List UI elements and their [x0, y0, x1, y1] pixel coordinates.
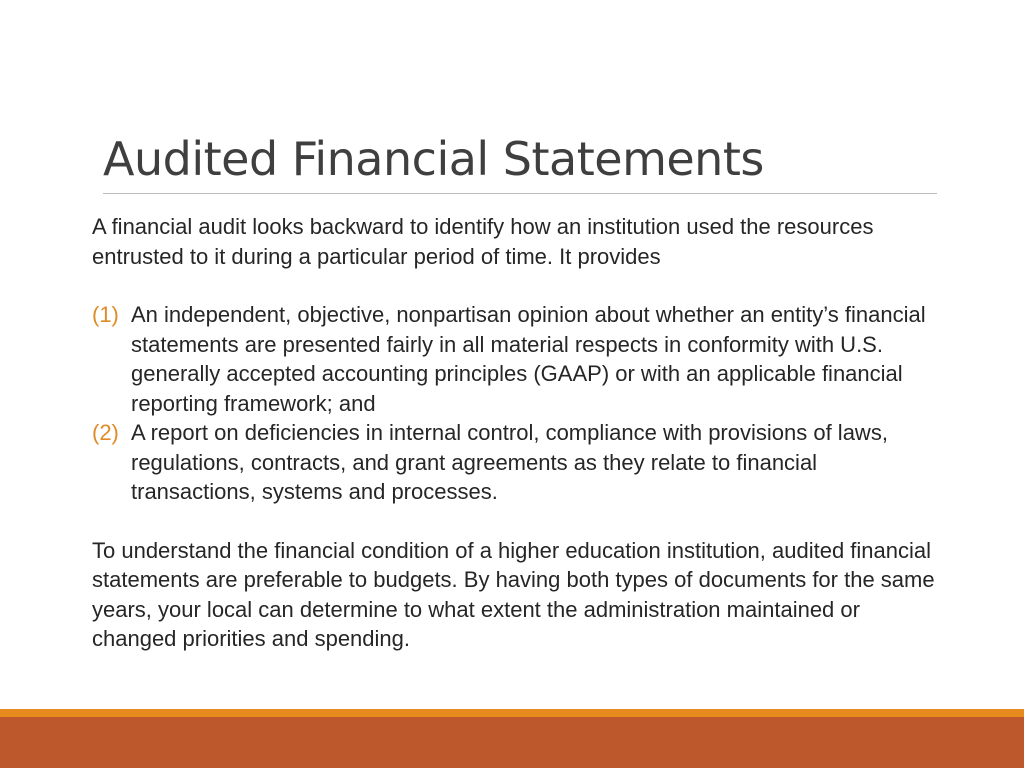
footer-accent-stripe	[0, 709, 1024, 717]
closing-paragraph: To understand the financial condition of a higher education institution, audited financial statements are preferable to budgets. By having both types of documents for the same years, your local can determine to what extent the administration maintained or changed priorities and spending.	[92, 537, 935, 651]
slide-title: Audited Financial Statements	[103, 132, 764, 186]
slide-body	[92, 212, 942, 654]
title-divider	[103, 193, 937, 194]
intro-paragraph: A financial audit looks backward to identify how an institution used the resources entrusted to it during a particular period of time. It provides	[92, 214, 874, 269]
list-item-text: An independent, objective, nonpartisan opinion about whether an entity’s financial statements are presented fairly in all material respects in conformity with U.S. generally accepted accounting principles (GAAP) or with an applicable financial reporting framework; and	[131, 302, 926, 416]
list-marker: (1)	[92, 302, 119, 327]
footer-band	[0, 717, 1024, 768]
numbered-list	[92, 300, 942, 507]
list-item	[92, 418, 942, 507]
list-marker: (2)	[92, 420, 119, 445]
list-item-text: A report on deficiencies in internal control, compliance with provisions of laws, regulations, contracts, and grant agreements as they relate to financial transactions, systems and processes.	[131, 420, 888, 504]
paragraph-spacer	[92, 507, 942, 536]
paragraph-spacer	[92, 271, 942, 300]
list-item	[92, 300, 942, 418]
